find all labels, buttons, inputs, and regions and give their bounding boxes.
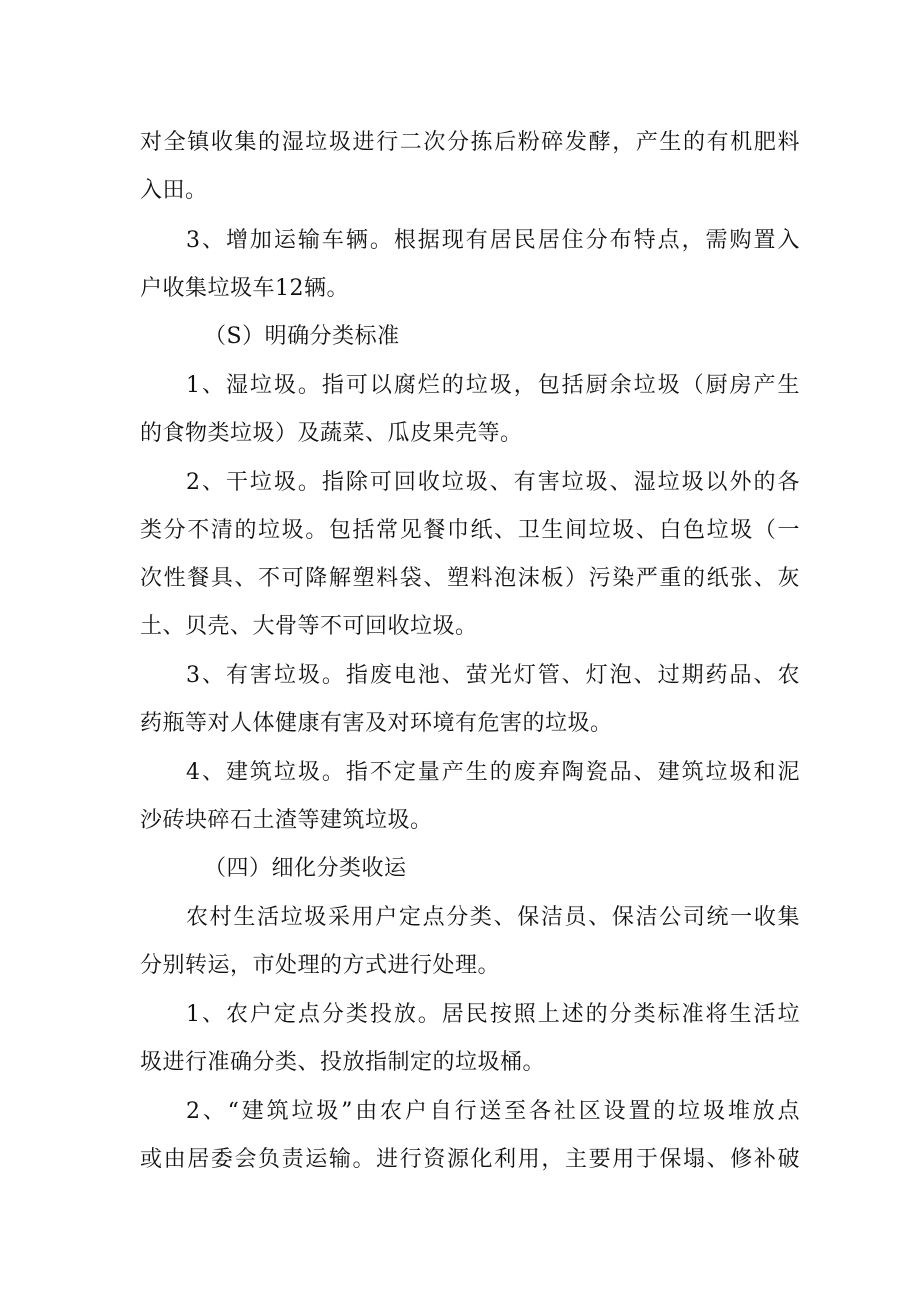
text-line: 药瓶等对人体健康有害及对环境有危害的垃圾。 (140, 711, 613, 736)
text-line: 农村生活垃圾采用户定点分类、保洁员、保洁公司统一收集 (186, 905, 800, 930)
text-line: 2、干垃圾。指除可回收垃圾、有害垃圾、湿垃圾以外的各 (186, 470, 800, 495)
text-line: 4、建筑垃圾。指不定量产生的废弃陶瓷品、建筑垃圾和泥 (186, 760, 800, 785)
text-line: 的食物类垃圾）及蔬菜、瓜皮果壳等。 (140, 421, 523, 446)
text-line: 分别转运，市处理的方式进行处理。 (140, 953, 501, 978)
section-heading: （S）明确分类标准 (204, 324, 400, 349)
text-line: 对全镇收集的湿垃圾进行二次分拣后粉碎发酵，产生的有机肥料 (140, 130, 800, 155)
text-line: 土、贝壳、大骨等不可回收垃圾。 (140, 614, 478, 639)
text-line: 1、湿垃圾。指可以腐烂的垃圾，包括厨余垃圾（厨房产生 (186, 373, 800, 398)
text-line: 3、增加运输车辆。根据现有居民居住分布特点，需购置入 (186, 228, 800, 253)
section-heading: （四）细化分类收运 (204, 856, 407, 881)
text-line: 或由居委会负责运输。进行资源化利用，主要用于保塌、修补破 (140, 1147, 800, 1172)
text-line: 类分不清的垃圾。包括常见餐巾纸、卫生间垃圾、白色垃圾（一 (140, 518, 800, 543)
text-line: 沙砖块碎石土渣等建筑垃圾。 (140, 808, 433, 833)
text-line: 2、“建筑垃圾”由农户自行送至各社区设置的垃圾堆放点 (186, 1099, 800, 1124)
text-line: 圾进行准确分类、投放指制定的垃圾桶。 (140, 1050, 546, 1075)
text-line: 次性餐具、不可降解塑料袋、塑料泡沫板）污染严重的纸张、灰 (140, 566, 800, 591)
text-line: 3、有害垃圾。指废电池、萤光灯管、灯泡、过期药品、农 (186, 663, 800, 688)
text-line: 1、农户定点分类投放。居民按照上述的分类标准将生活垃 (186, 1002, 800, 1027)
text-line: 入田。 (140, 178, 208, 203)
text-line: 户收集垃圾车12辆。 (140, 276, 349, 301)
